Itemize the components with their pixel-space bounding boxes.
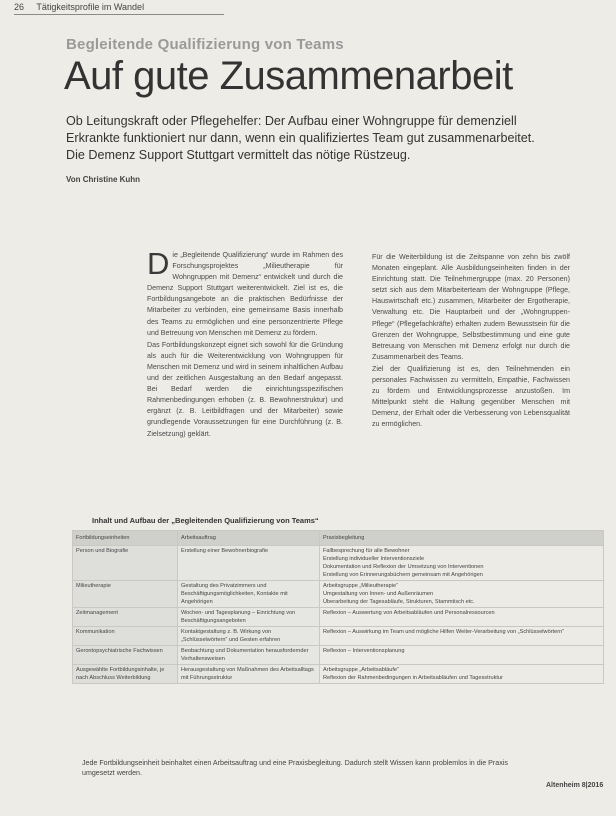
cell-line: Umgestaltung von Innen- und Außenräumen <box>323 591 434 597</box>
cell-line: Fallbesprechung für alle Bewohner <box>323 548 410 554</box>
table-header-row <box>73 531 604 546</box>
body-column-2 <box>372 252 570 432</box>
table-cell: Person und Biografie <box>73 546 178 581</box>
table-cell <box>320 627 604 646</box>
body-paragraph: Ziel der Qualifizierung ist es, den Teilnehmenden ein personales Fachwissen zu vermitteln, Empathie, Fachwissen zu fördern und Entwicklungsprozesse anzustoßen. Im Mittelpunkt steht die Haltung gegenüber Menschen mit Demenz, der Erhalt oder die Verbesserung von Lebensqualität zu ermöglichen. <box>372 364 570 429</box>
article-byline: Von Christine Kuhn <box>66 175 141 184</box>
table-cell: Erstellung einer Bewohnerbiografie <box>178 546 320 581</box>
cell-line: Reflexion der Rahmenbedingungen in Arbeitsabläufen und Tagesstruktur <box>323 675 503 681</box>
body-paragraph: Für die Weiterbildung ist die Zeitspanne von zehn bis zwölf Monaten eingeplant. Alle Ausbildungseinheiten finden in der Einrichtung statt. Die Teilnehmergruppe (max. 20 Personen) setzt sich aus dem Mitarbeiterteam der Wohngruppe (Pflege, Hauswirtschaft etc.) zusammen, Mitarbeiter der Ergotherapie, Verwaltung etc. Die Hauptarbeit und der „Wohngruppen-Pflege“ (Pflegefachkräfte) erhalten zudem Bewusstsein für die Grenzen der Wohngruppe, Selbstbestimmung und eine gute Betreuung von Menschen mit Demenz erfolgt nur durch die Zusammenarbeit des Teams. <box>372 253 570 361</box>
table-cell <box>320 665 604 684</box>
body-paragraph: Die „Begleitende Qualifizierung“ wurde im Rahmen des Forschungsprojektes „Milieutherapie für Wohngruppen mit Demenz“ entwickelt und durch die Demenz Support Stuttgart weiterentwickelt. Ziel ist es, die Fortbildungsangebote an die praktischen Bedürfnisse der Mitarbeiter zu verbinden, eine gemeinsame Basis innerhalb des Teams zu ermöglichen und eine personzentrierte Pflege und Betreuung von Menschen mit Demenz zu fördern. <box>147 246 343 337</box>
cell-line: Arbeitsgruppe „Milieutherapie“ <box>323 583 398 589</box>
table-cell: Beobachtung und Dokumentation herausfordernder Verhaltensweisen <box>178 646 320 665</box>
table-cell: Milieutherapie <box>73 581 178 608</box>
cell-line: Erstellung individueller Interventionsziele <box>323 556 425 562</box>
cell-line: Dokumentation und Reflexion der Umsetzung von Interventionen <box>323 564 484 570</box>
table-cell <box>320 546 604 581</box>
table-cell: Wochen- und Tagesplanung – Einrichtung von Beschäftigungsangeboten <box>178 608 320 627</box>
table-cell <box>320 646 604 665</box>
table-row <box>73 665 604 684</box>
table-footnote: Jede Fortbildungseinheit beinhaltet einen Arbeitsauftrag und eine Praxisbegleitung. Dadurch stellt Wissen kann problemlos in die Praxis umgesetzt werden. <box>82 759 508 777</box>
table-cell: Gerontopsychiatrische Fachwissen <box>73 646 178 665</box>
cell-line: Reflexion – Auswertung von Arbeitsabläufen und Personalressourcen <box>323 610 495 616</box>
table-cell: Ausgewählte Fortbildungsinhalte, je nach Abschluss Weiterbildung <box>73 665 178 684</box>
table-cell: Gestaltung des Privatzimmers und Beschäftigungsmöglichkeiten, Kontakte mit Angehörigen <box>178 581 320 608</box>
header-divider <box>14 14 224 15</box>
table-cell: Herausgestaltung von Maßnahmen des Arbeitsalltags mit Führungsstruktur <box>178 665 320 684</box>
table-cell: Zeitmanagement <box>73 608 178 627</box>
column-header: Praxisbegleitung <box>320 531 604 546</box>
table-row <box>73 546 604 581</box>
table-row <box>73 627 604 646</box>
article-lead: Ob Leitungskraft oder Pflegehelfer: Der Aufbau einer Wohngruppe für demenziell Erkrankte funktioniert nur dann, wenn ein qualifiziertes Team gut zusammenarbeitet. Die Demenz Support Stuttgart vermittelt das nötige Rüstzeug. <box>66 114 535 162</box>
cell-line: Reflexion – Interventionsplanung <box>323 648 405 654</box>
cell-line: Erstellung von Erinnerungsbüchern gemeinsam mit Angehörigen <box>323 572 483 578</box>
article-title: Auf gute Zusammenarbeit <box>64 54 513 98</box>
body-paragraph: Das Fortbildungskonzept eignet sich sowohl für die Gründung als auch für die Weiterentwicklung von Wohngruppen für Menschen mit Demenz und wird in seinem inhaltlichen Aufbau und der zeitlichen Ausgestaltung an den Bedarf angepasst. Bei Bedarf werden die einrichtungsspezifischen Rahmenbedingungen erhoben (z. B. Bewohnerstruktur) und ergänzt (z. B. Leitbildfragen und der Mitarbeiter) sowie grundlegende Voraussetzungen für eine Durchführung (z. B. Zielsetzung) geklärt. <box>147 340 343 438</box>
running-header <box>14 2 144 12</box>
journal-footer: Altenheim 8|2016 <box>546 782 604 789</box>
table-caption: Inhalt und Aufbau der „Begleitenden Qualifizierung von Teams“ <box>92 516 319 525</box>
table-cell <box>320 581 604 608</box>
section-name: Tätigkeitsprofile im Wandel <box>36 2 145 12</box>
page-number: 26 <box>14 2 25 12</box>
table-cell: Kommunikation <box>73 627 178 646</box>
cell-line: Reflexion – Auswirkung im Team und mögliche Hilfen Weiter-Verarbeitung von „Schlüsselwörtern“ <box>323 629 565 635</box>
column-header: Fortbildungseinheiten <box>73 531 178 546</box>
cell-line: Überarbeitung der Tagesabläufe, Strukturen, Stammtisch etc. <box>323 599 475 605</box>
article-kicker: Begleitende Qualifizierung von Teams <box>66 36 344 53</box>
column-header: Arbeitsauftrag <box>178 531 320 546</box>
table-row <box>73 646 604 665</box>
body-column-1 <box>147 246 343 441</box>
drop-cap: D <box>147 246 170 281</box>
table-cell <box>320 608 604 627</box>
table-cell: Kontaktgestaltung z. B. Wirkung von „Schlüsselwörtern“ und Gesten erfahren <box>178 627 320 646</box>
table-row <box>73 581 604 608</box>
table-row <box>73 608 604 627</box>
qualification-table <box>72 530 604 684</box>
cell-line: Arbeitsgruppe „Arbeitsabläufe“ <box>323 667 399 673</box>
